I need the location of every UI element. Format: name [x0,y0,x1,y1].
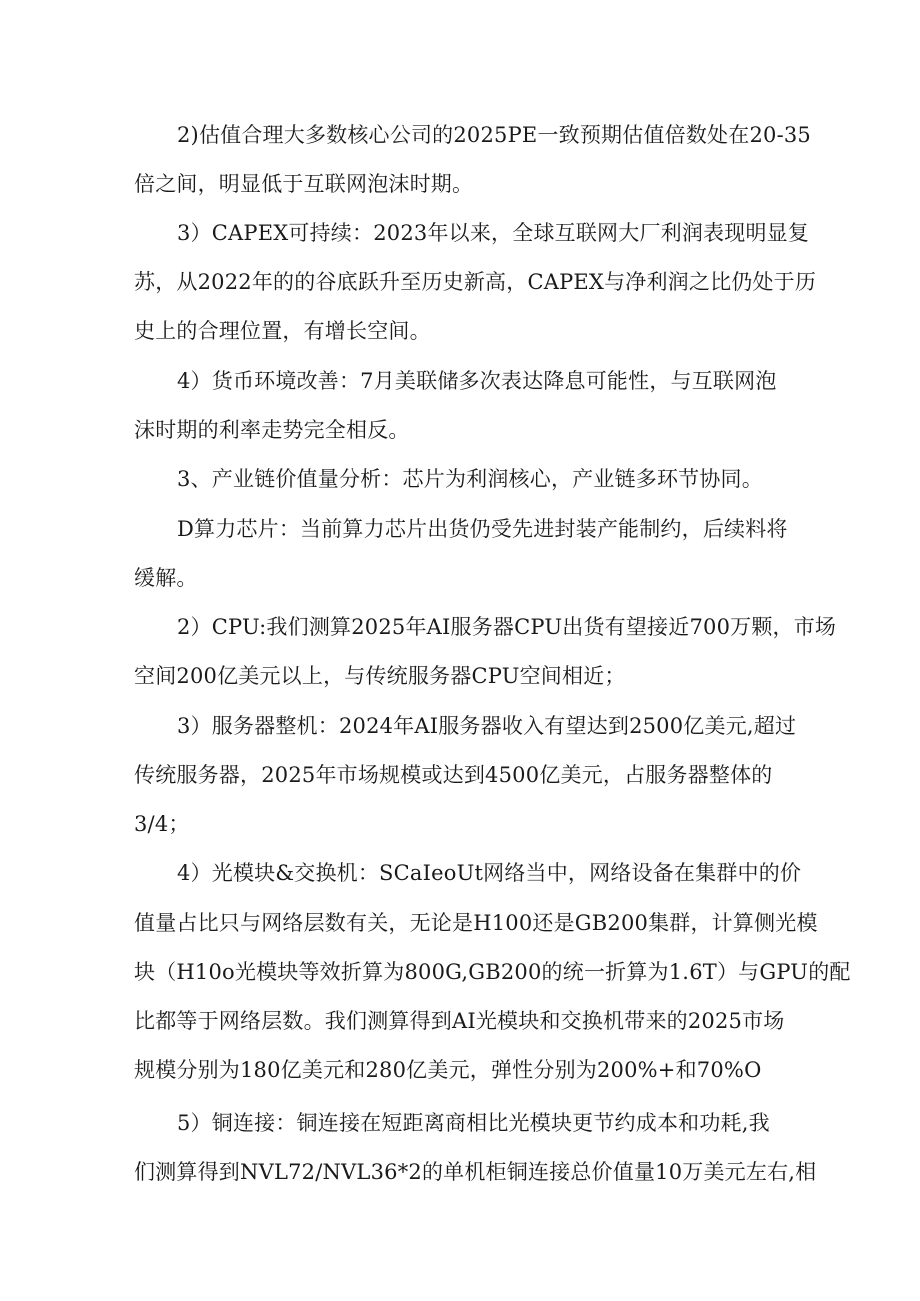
text-line: 史上的合理位置，有增长空间。 [134,319,431,343]
text-line: 空间200亿美元以上，与传统服务器CPU空间相近； [134,664,626,688]
text-line: 缓解。 [134,566,198,590]
text-line: 3）服务器整机：2024年AI服务器收入有望达到2500亿美元,超过 [177,714,797,738]
text-line: 3/4； [134,812,190,836]
section-heading: 3、产业链价值量分析：芯片为利润核心，产业链多环节协同。 [177,467,763,491]
text-line: D算力芯片：当前算力芯片出货仍受先进封装产能制约，后续料将 [177,517,788,541]
text-line: 4）光模块&交换机：SCaIeoUt网络当中，网络设备在集群中的价 [177,861,802,885]
text-line: 倍之间，明显低于互联网泡沫时期。 [134,172,474,196]
text-line: 苏，从2022年的的谷底跃升至历史新高，CAPEX与净利润之比仍处于历 [134,270,817,294]
text-line: 4）货币环境改善：7月美联储多次表达降息可能性，与互联网泡 [177,369,777,393]
text-line: 5）铜连接：铜连接在短距离商相比光模块更节约成本和功耗,我 [177,1111,770,1135]
text-line: 块（H10o光模块等效折算为800G,GB200的统一折算为1.6T）与GPU的配 [134,960,851,984]
text-line: 规模分别为180亿美元和280亿美元，弹性分别为200%+和70%O [134,1058,762,1082]
text-line: 2）CPU:我们测算2025年AI服务器CPU出货有望接近700万颗，市场 [177,615,837,639]
text-line: 3）CAPEX可持续：2023年以来，全球互联网大厂利润表现明显复 [177,221,810,245]
text-line: 2)估值合理大多数核心公司的2025PE一致预期估值倍数处在20-35 [177,123,811,147]
text-line: 比都等于网络层数。我们测算得到AI光模块和交换机带来的2025市场 [134,1009,785,1033]
text-line: 值量占比只与网络层数有关，无论是H100还是GB200集群，计算侧光模 [134,911,818,935]
text-line: 沫时期的利率走势完全相反。 [134,418,410,442]
text-line: 传统服务器，2025年市场规模或达到4500亿美元，占服务器整体的 [134,763,773,787]
text-line: 们测算得到NVL72/NVL36*2的单机柜铜连接总价值量10万美元左右,相 [134,1160,817,1184]
